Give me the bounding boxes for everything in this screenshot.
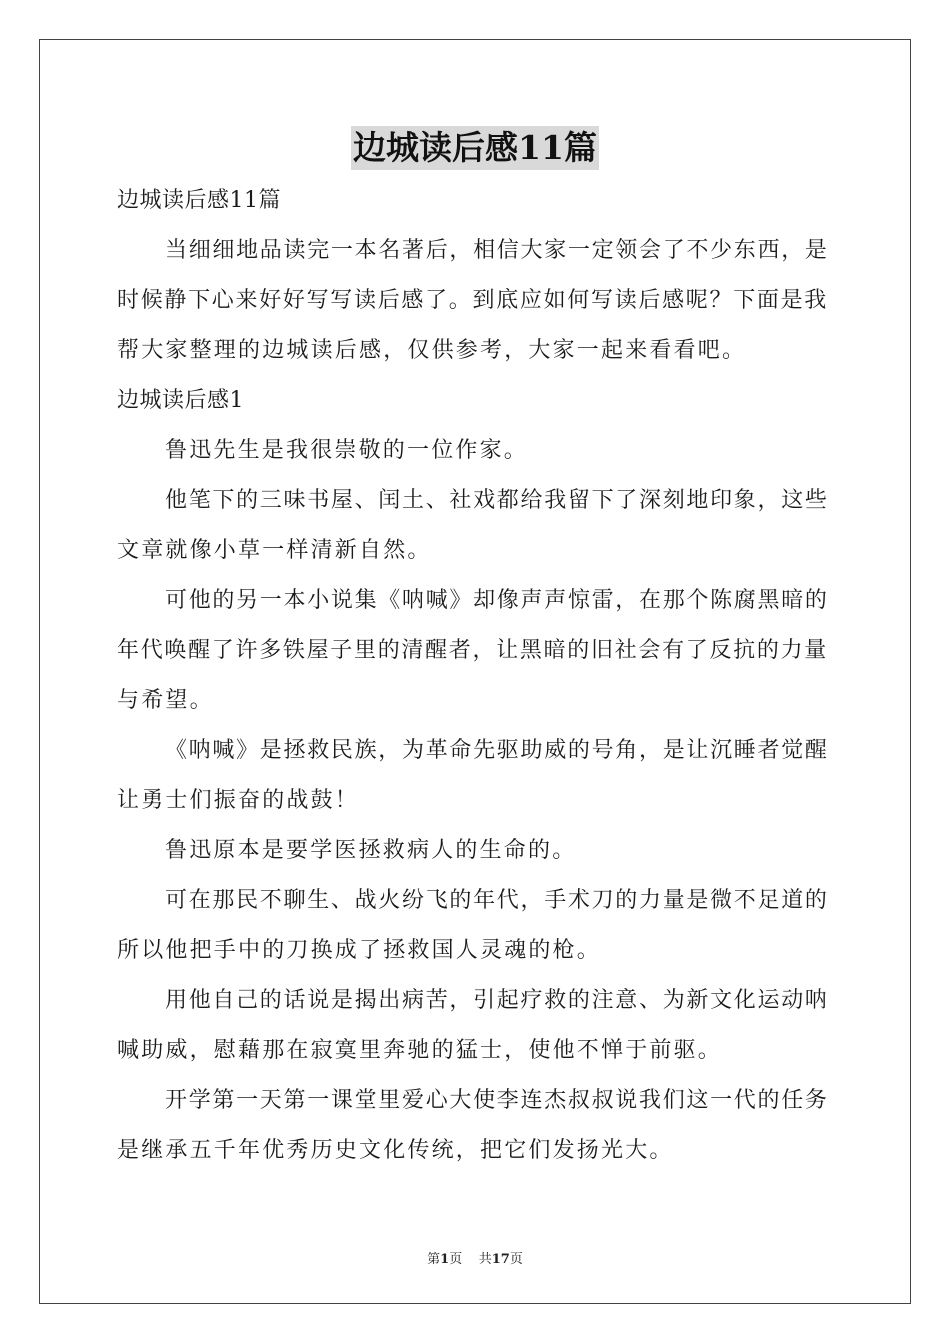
- paragraph-line: 用他自己的话说是揭出病苦，引起疗救的注意、为新文化运动呐: [165, 988, 829, 1013]
- paragraph-line: 让勇士们振奋的战鼓！: [117, 788, 360, 813]
- footer-page-prefix: 第: [427, 1252, 441, 1267]
- footer-total-prefix: 共: [478, 1252, 492, 1267]
- paragraph-line: 可在那民不聊生、战火纷飞的年代，手术刀的力量是微不足道的: [165, 888, 829, 913]
- paragraph-line: 当细细地品读完一本名著后，相信大家一定领会了不少东西，是: [165, 238, 829, 263]
- paragraph-line: 开学第一天第一课堂里爱心大使李连杰叔叔说我们这一代的任务: [165, 1088, 829, 1113]
- paragraph-line: 帮大家整理的边城读后感，仅供参考，大家一起来看看吧。: [117, 338, 747, 363]
- document-title: [0, 126, 950, 170]
- document-title-text: 边城读后感11篇: [351, 126, 599, 170]
- paragraph-line: 年代唤醒了许多铁屋子里的清醒者，让黑暗的旧社会有了反抗的力量: [117, 638, 829, 663]
- paragraph-line: 鲁迅先生是我很崇敬的一位作家。: [165, 438, 529, 463]
- paragraph-line: 是继承五千年优秀历史文化传统，把它们发扬光大。: [117, 1138, 674, 1163]
- document-body: [117, 176, 833, 1176]
- paragraph-line: 鲁迅原本是要学医拯救病人的生命的。: [165, 838, 577, 863]
- footer-page-number: 1: [440, 1252, 450, 1267]
- paragraph-line: 可他的另一本小说集《呐喊》却像声声惊雷，在那个陈腐黑暗的: [165, 588, 829, 613]
- page-footer: [0, 1248, 950, 1267]
- section-heading: 边城读后感11篇: [117, 188, 281, 213]
- footer-total-suffix: 页: [509, 1252, 523, 1267]
- section-heading: 边城读后感1: [117, 388, 244, 413]
- paragraph-line: 文章就像小草一样清新自然。: [117, 538, 432, 563]
- paragraph-line: 时候静下心来好好写写读后感了。到底应如何写读后感呢？下面是我: [117, 288, 829, 313]
- footer-total-pages: 17: [491, 1252, 510, 1267]
- paragraph-line: 喊助威，慰藉那在寂寞里奔驰的猛士，使他不惮于前驱。: [117, 1038, 723, 1063]
- paragraph-line: 所以他把手中的刀换成了拯救国人灵魂的枪。: [117, 938, 602, 963]
- paragraph-line: 《呐喊》是拯救民族，为革命先驱助威的号角，是让沉睡者觉醒: [165, 738, 829, 763]
- paragraph-line: 他笔下的三味书屋、闰土、社戏都给我留下了深刻地印象，这些: [165, 488, 829, 513]
- paragraph-line: 与希望。: [117, 688, 214, 713]
- footer-page-suffix: 页: [449, 1252, 463, 1267]
